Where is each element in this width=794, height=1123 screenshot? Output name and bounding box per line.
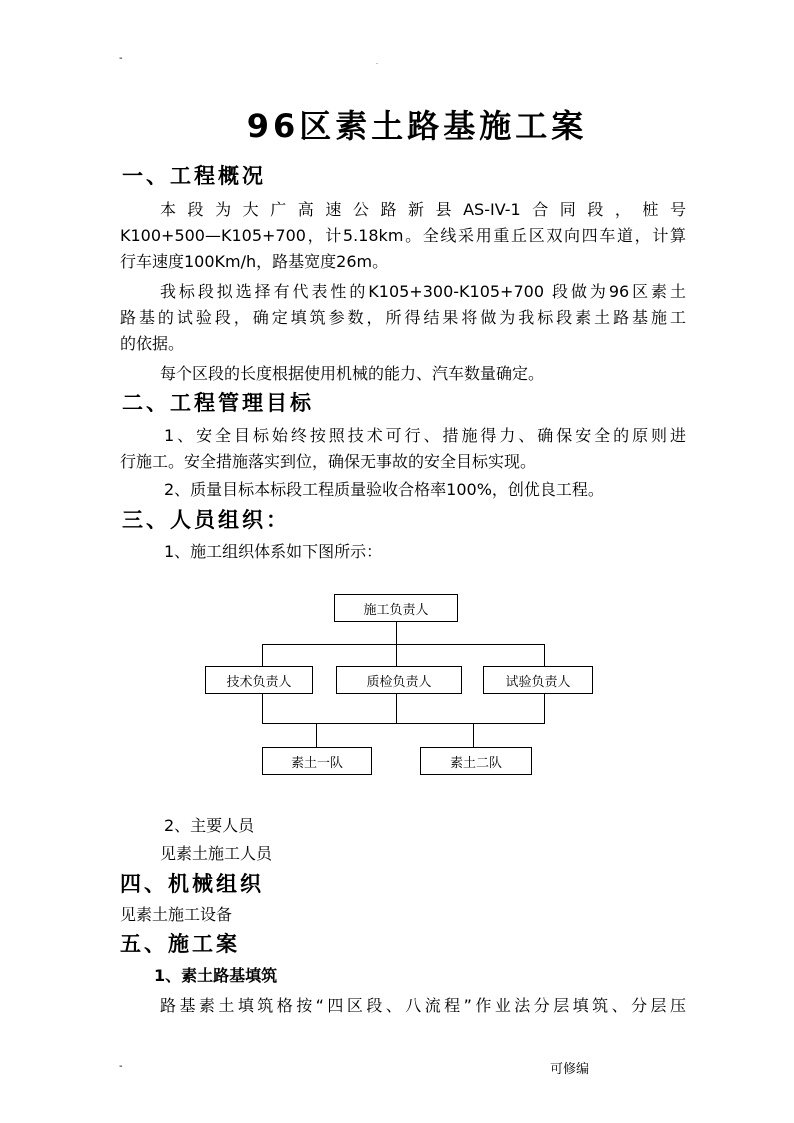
org-connector (262, 723, 545, 724)
goals-p2: 2、质量目标本标段工程质量验收合格率100%，创优良工程。 (164, 480, 604, 499)
org-connector (262, 644, 263, 666)
org-connector (544, 644, 545, 666)
org-box-team-two: 素土二队 (420, 747, 532, 775)
overview-p1-line3: 行车速度100Km/h，路基宽度26m。 (120, 252, 389, 271)
staff-p1: 1、施工组织体系如下图所示： (164, 542, 383, 561)
org-connector (396, 644, 397, 666)
staff-p3: 见素土施工人员 (160, 844, 273, 863)
org-box-team-one: 素土一队 (262, 747, 372, 775)
overview-p1-line1: 本段为大广高速公路新县AS-IV-1合同段，桩号 (160, 200, 686, 219)
org-box-construction-lead: 施工负责人 (334, 594, 458, 622)
org-connector (396, 622, 397, 644)
overview-p2-line2: 路基的试验段，确定填筑参数，所得结果将做为我标段素土路基施工 (120, 308, 686, 327)
section-heading-staff: 三、人员组织： (122, 508, 290, 532)
section-heading-machinery: 四、机械组织 (120, 872, 264, 896)
machinery-p1: 见素土施工设备 (120, 905, 233, 924)
page-title: 96区素土路基施工案 (246, 107, 588, 145)
footer-label: 可修编 (550, 1062, 590, 1077)
section-heading-overview: 一、工程概况 (122, 164, 266, 188)
section-heading-goals: 二、工程管理目标 (122, 391, 314, 415)
org-box-test-lead: 试验负责人 (483, 666, 593, 694)
org-connector (473, 723, 474, 747)
goals-p1-line2: 行施工。安全措施落实到位，确保无事故的安全目标实现。 (120, 452, 537, 471)
org-connector (316, 723, 317, 747)
construction-p1: 路基素土填筑格按“四区段、八流程”作业法分层填筑、分层压 (160, 996, 686, 1015)
org-box-tech-lead: 技术负责人 (205, 666, 313, 694)
org-connector (262, 694, 263, 724)
header-mark-left: - (119, 53, 123, 64)
overview-p2-line3: 的依据。 (120, 334, 185, 353)
org-connector (544, 694, 545, 724)
construction-sub1: 1、素土路基填筑 (154, 966, 278, 985)
footer-mark: - (119, 1061, 123, 1072)
overview-p1-line2: K100+500—K105+700，计5.18km。全线采用重丘区双向四车道，计算 (120, 226, 686, 245)
org-connector (262, 644, 545, 645)
org-connector (396, 694, 397, 724)
staff-p2: 2、主要人员 (164, 816, 255, 835)
header-mark-center: . (376, 59, 378, 66)
overview-p3: 每个区段的长度根据使用机械的能力、汽车数量确定。 (160, 364, 545, 383)
overview-p2-line1: 我标段拟选择有代表性的K105+300-K105+700 段做为96区素土 (160, 282, 686, 301)
goals-p1-line1: 1、安全目标始终按照技术可行、措施得力、确保安全的原则进 (164, 426, 686, 445)
org-box-qc-lead: 质检负责人 (336, 666, 462, 694)
section-heading-construction: 五、施工案 (120, 932, 240, 956)
